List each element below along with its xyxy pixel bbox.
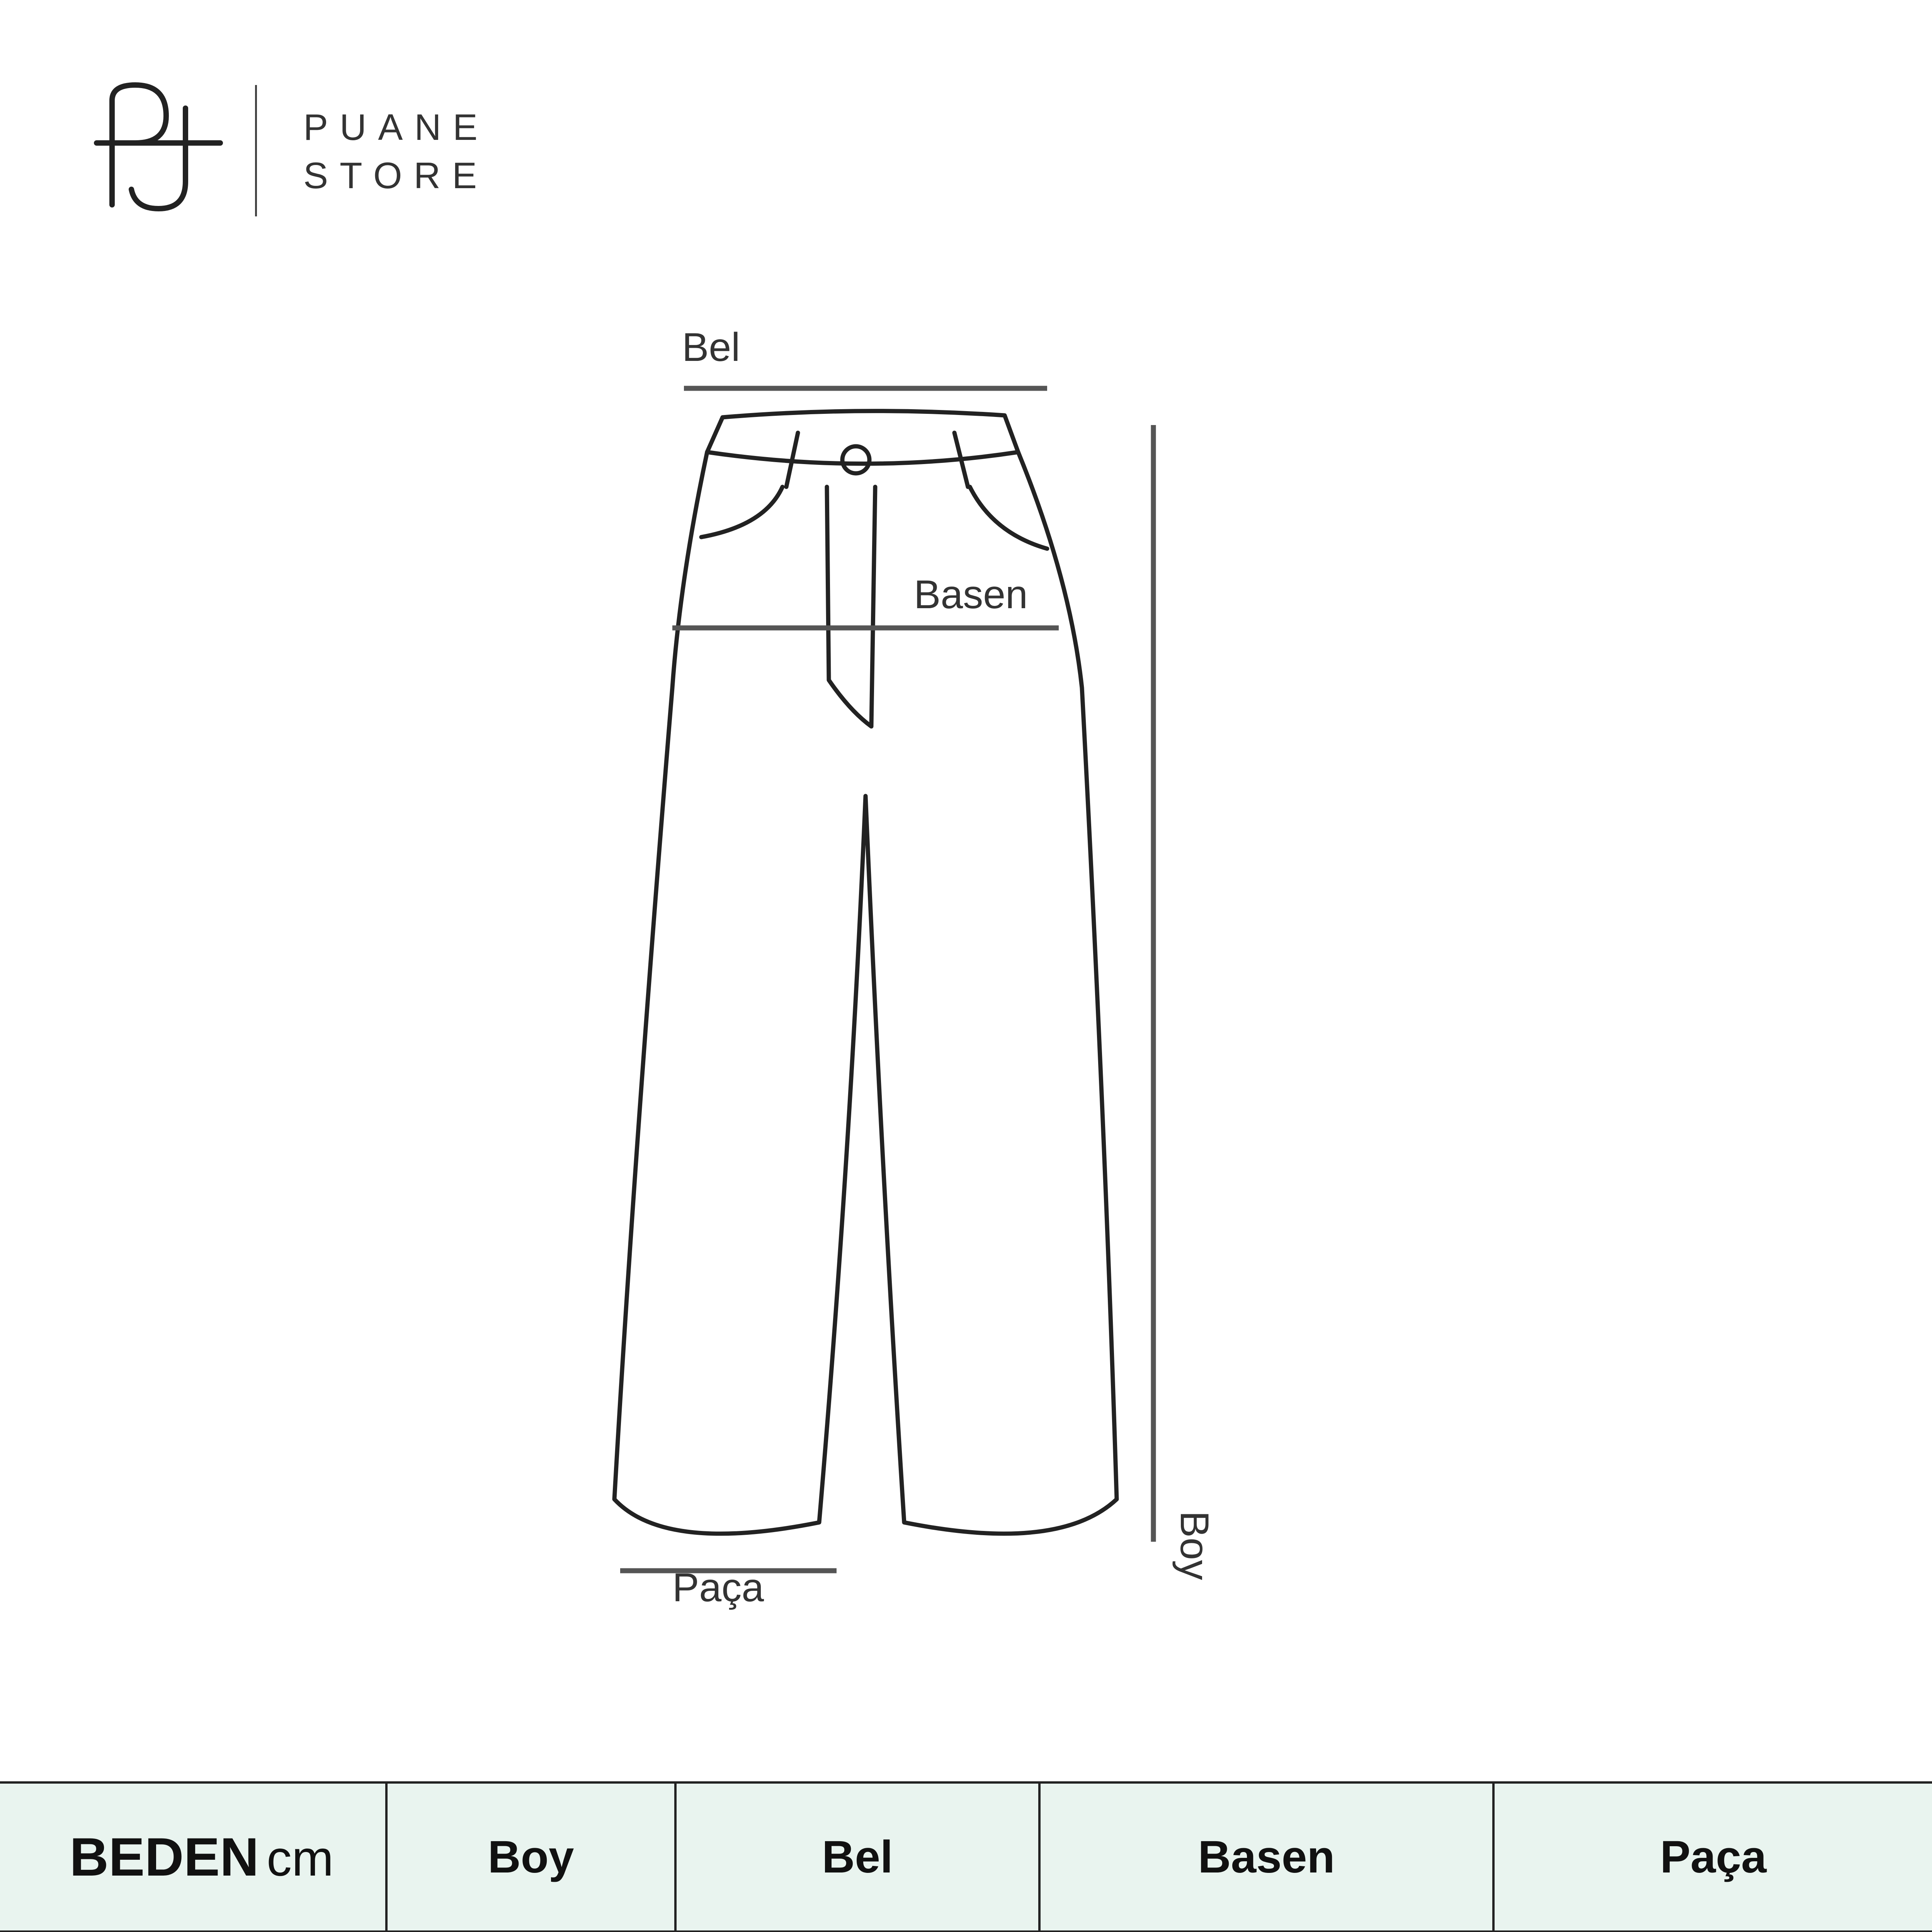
- header-basen: Basen: [1039, 1782, 1493, 1932]
- brand-logo: [89, 77, 514, 224]
- header-beden: [0, 1782, 386, 1932]
- header-boy: Boy: [386, 1782, 675, 1932]
- pants-measurement-diagram: [0, 270, 1932, 1700]
- header-paca: Paça: [1493, 1782, 1932, 1932]
- label-bel: Bel: [682, 325, 740, 370]
- header-bel: Bel: [675, 1782, 1039, 1932]
- fly: [827, 487, 875, 726]
- label-paca: Paça: [672, 1565, 764, 1610]
- header-unit: cm: [267, 1830, 334, 1886]
- label-basen: Basen: [914, 572, 1028, 617]
- pants-illustration: [0, 270, 1932, 1700]
- brand-name-line1: PUANE: [303, 107, 489, 148]
- button-icon: [842, 446, 869, 473]
- header-beden-label: BEDEN: [70, 1827, 259, 1887]
- table-header-row: [0, 1782, 1932, 1932]
- brand-monogram-icon: [89, 77, 228, 224]
- waistband: [707, 411, 1018, 464]
- pants-outline: [614, 452, 1117, 1534]
- brand-divider: [255, 85, 257, 216]
- label-boy: Boy: [1172, 1511, 1217, 1580]
- brand-name-line2: STORE: [303, 155, 488, 196]
- size-chart-table: [0, 1781, 1932, 1932]
